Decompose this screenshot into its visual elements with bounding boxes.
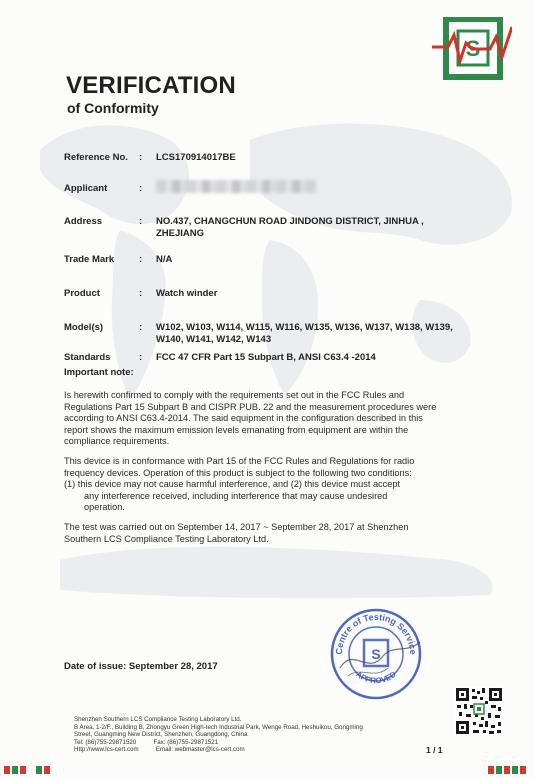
footer-line: Tel: (86)755-29871520 Fax: (86)755-29871521 — [74, 738, 219, 746]
product-value: Watch winder — [156, 288, 218, 299]
applicant-label: Applicant — [64, 183, 108, 194]
para2-line: operation. — [84, 502, 125, 512]
address-colon: : — [139, 216, 143, 227]
fcc-conformance-paragraph — [64, 456, 476, 514]
reference-no-colon: : — [139, 152, 143, 163]
stamp-top-text: Centre of Testing Service — [333, 611, 419, 655]
approval-seal-icon — [328, 606, 424, 702]
document-title: VERIFICATION — [66, 72, 236, 99]
test-period-paragraph — [64, 522, 476, 545]
para2-line: This device is in conformance with Part 15 of the FCC Rules and Regulations for radio — [64, 456, 415, 466]
trade-mark-colon: : — [139, 254, 143, 265]
trade-mark-value: N/A — [156, 254, 173, 265]
footer-line: Street, Guangming New District, Shenzhen, Guangdong, China — [74, 731, 248, 739]
models-value — [156, 322, 496, 346]
para2-line: any interference received, including interference that may cause undesired — [84, 490, 388, 501]
reference-no-value: LCS170914017BE — [156, 152, 236, 163]
product-label: Product — [64, 288, 100, 299]
date-of-issue: Date of issue: September 28, 2017 — [64, 661, 218, 672]
bottom-right-color-strip — [488, 766, 526, 776]
para2-line: (1) this device may not cause harmful interference, and (2) this device must accept — [64, 479, 401, 489]
para1-line: according to ANSI C63.4-2014. The said equipment in the configuration described in this — [64, 413, 423, 423]
qr-code-icon — [455, 687, 503, 735]
footer-line: Http://www.lcs-cert.com Email: webmaster@lcs-cert.com — [74, 746, 245, 754]
address-line-2: ZHEJIANG — [156, 228, 205, 239]
standards-label: Standards — [64, 352, 111, 363]
lcs-logo-icon — [432, 17, 512, 81]
applicant-colon: : — [139, 183, 143, 194]
bottom-left-color-strip — [4, 766, 50, 776]
para1-line: Regulations Part 15 Subpart B and CISPR PUB. 22 and the measurement procedures were — [64, 401, 437, 412]
para1-line: compliance requirements. — [64, 436, 170, 446]
address-line-1: NO.437, CHANGCHUN ROAD JINDONG DISTRICT, JINHUA , — [156, 216, 424, 227]
para2-line: frequency devices. Operation of this product is subject to the following two conditions: — [64, 467, 412, 478]
trade-mark-label: Trade Mark — [64, 254, 115, 265]
standards-colon: : — [139, 352, 143, 363]
svg-text:S: S — [465, 36, 481, 61]
product-colon: : — [139, 288, 143, 299]
address-value — [156, 216, 476, 240]
applicant-value-redacted — [156, 180, 316, 193]
para1-line: Is herewith confirmed to comply with the requirements set out in the FCC Rules and — [64, 390, 405, 400]
models-label: Model(s) — [64, 322, 104, 333]
models-line-1: W102, W103, W114, W115, W116, W135, W136, W137, W138, W139, — [156, 322, 453, 333]
stamp-bottom-text: APPROVED — [354, 669, 398, 686]
footer-address-block — [74, 716, 434, 754]
para1-line: report shows the maximum emission levels emanating from equipment are within the — [64, 424, 409, 435]
compliance-paragraph — [64, 390, 468, 448]
standards-value: FCC 47 CFR Part 15 Subpart B, ANSI C63.4 -2014 — [156, 352, 376, 363]
footer-line: Shenzhen Southern LCS Compliance Testing Laboratory Ltd. — [74, 716, 242, 723]
models-colon: : — [139, 322, 143, 333]
footer-line: B Area, 1-2/F., Building B, Zhongyu Green High-tech Industrial Park, Wenge Road, Heshuikou, Gongming — [74, 723, 363, 731]
important-note-label: Important note: — [64, 367, 134, 378]
document-subtitle: of Conformity — [67, 100, 159, 116]
address-label: Address — [64, 216, 103, 227]
reference-no-label: Reference No. — [64, 152, 128, 163]
para3-line: The test was carried out on September 14, 2017 ~ September 28, 2017 at Shenzhen — [64, 522, 409, 532]
svg-text:S: S — [371, 646, 381, 662]
para3-line: Southern LCS Compliance Testing Laboratory Ltd. — [64, 533, 269, 544]
models-line-2: W140, W141, W142, W143 — [156, 334, 272, 345]
page-number: 1 / 1 — [426, 745, 443, 755]
